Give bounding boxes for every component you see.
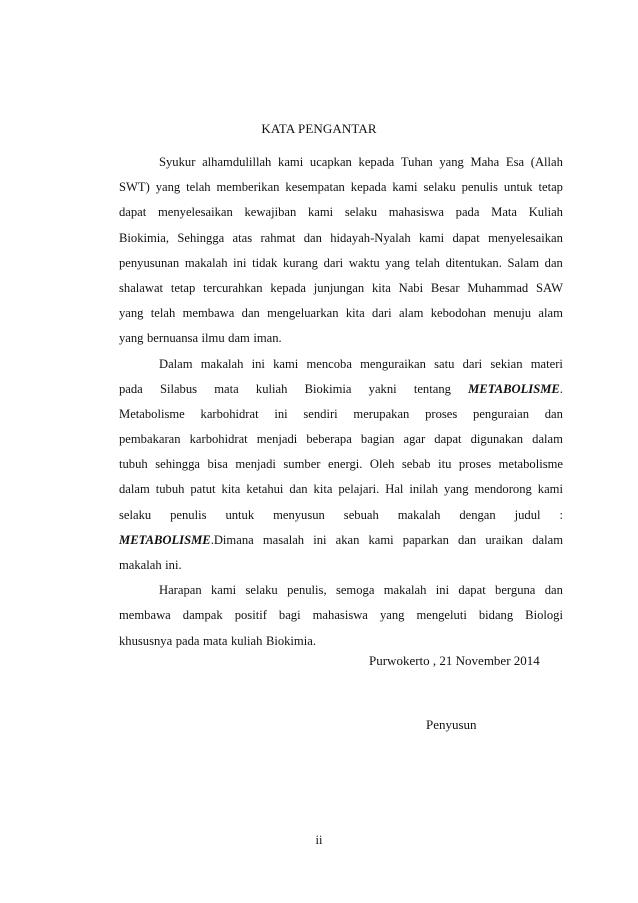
metabolisme-bold-2: METABOLISME: [119, 532, 211, 547]
paragraph-3-line-2: membawa dampak positif bagi mahasiswa yang mengeluti bidang Biologi: [119, 608, 563, 623]
author-signature: Penyusun: [426, 717, 477, 732]
paragraph-1-line-7: yang telah membawa dan mengeluarkan kita dari alam kebodohan menuju alam: [119, 306, 563, 321]
paragraph-1-line-8: yang bernuansa ilmu dam iman.: [119, 331, 282, 346]
paragraph-2-line-9: makalah ini.: [119, 558, 182, 572]
paragraph-2-line-8: [119, 528, 563, 553]
paragraph-1-line-4: Biokimia, Sehingga atas rahmat dan hidayah-Nyalah kami dapat menyelesaikan: [119, 230, 563, 245]
metabolisme-term-1: [468, 377, 563, 402]
paragraph-2-line-3: Metabolisme karbohidrat ini sendiri merupakan proses penguraian dan: [119, 406, 563, 421]
paragraph-2-line-2: pada Silabus mata kuliah Biokimia yakni tentang METABOLISME.: [119, 377, 563, 402]
paragraph-3-line-3: khususnya pada mata kuliah Biokimia.: [119, 633, 316, 648]
paragraph-2-line-8-rest: .Dimana masalah ini akan kami paparkan dan uraikan dalam: [210, 532, 563, 547]
paragraph-1-line-5: penyusunan makalah ini tidak kurang dari waktu yang telah ditentukan. Salam dan: [119, 255, 563, 270]
metabolisme-bold-1: METABOLISME: [468, 381, 560, 396]
paragraph-2-line-6: dalam tubuh patut kita ketahui dan kita pelajari. Hal inilah yang mendorong kami: [119, 482, 563, 497]
paragraph-2-line-1: Dalam makalah ini kami mencoba menguraikan satu dari sekian materi: [159, 356, 563, 371]
place-date: Purwokerto , 21 November 2014: [369, 653, 540, 668]
paragraph-2-line-7: selaku penulis untuk menyusun sebuah makalah dengan judul :: [119, 507, 563, 522]
paragraph-3-line-1: Harapan kami selaku penulis, semoga makalah ini dapat berguna dan: [159, 583, 563, 598]
period-text: .: [559, 381, 563, 396]
paragraph-2-line-5: tubuh sehingga bisa menjadi sumber energi. Oleh sebab itu proses metabolisme: [119, 457, 563, 472]
paragraph-1-line-3: dapat menyelesaikan kewajiban kami selaku mahasiswa pada Mata Kuliah: [119, 205, 563, 220]
paragraph-1-line-2: SWT) yang telah memberikan kesempatan kepada kami selaku penulis untuk tetap: [119, 180, 563, 195]
paragraph-1-line-1: Syukur alhamdulillah kami ucapkan kepada Tuhan yang Maha Esa (Allah: [159, 155, 563, 169]
page-title: KATA PENGANTAR: [261, 121, 377, 136]
paragraph-1-line-6: shalawat tetap tercurahkan kepada junjungan kita Nabi Besar Muhammad SAW: [119, 280, 563, 295]
paragraph-2-line-4: pembakaran karbohidrat menjadi beberapa bagian agar dapat digunakan dalam: [119, 432, 563, 447]
page-number: ii: [315, 833, 323, 847]
document-body: [119, 150, 563, 654]
